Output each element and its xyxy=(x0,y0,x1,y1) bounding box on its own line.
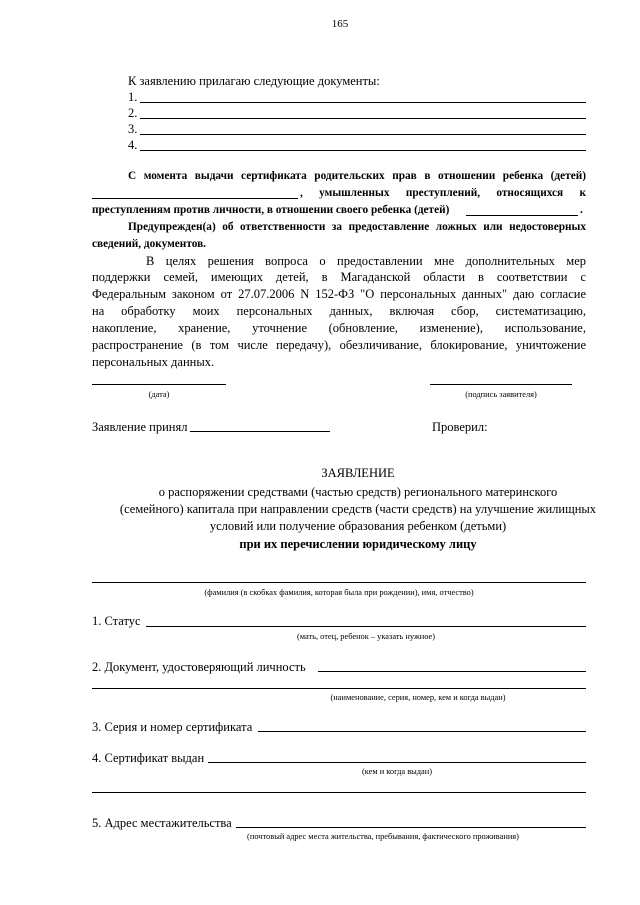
crime-statement-line-1: С момента выдачи сертификата родительских прав в отношении ребенка (детей) xyxy=(128,170,586,182)
document-caption: (наименование, серия, номер, кем и когда выдан) xyxy=(330,693,506,702)
accepted-line[interactable] xyxy=(190,431,330,432)
attachment-number-2: 2. xyxy=(128,106,138,120)
warning-line-2: сведений, документов. xyxy=(92,238,207,250)
document-line-1[interactable] xyxy=(318,671,586,672)
address-caption: (почтовый адрес места жительства, пребывания, фактического проживания) xyxy=(247,832,519,841)
status-caption: (мать, отец, ребенок – указать нужное) xyxy=(296,632,436,641)
consent-line-1: В целях решения вопроса о предоставлении мне дополнительных мер xyxy=(146,254,586,268)
fio-caption: (фамилия (в скобках фамилия, которая была при рождении), имя, отчество) xyxy=(204,588,474,597)
attachment-line-1[interactable] xyxy=(140,102,586,103)
issued-label: 4. Сертификат выдан xyxy=(92,751,205,765)
consent-line-7: персональных данных. xyxy=(92,355,215,369)
issued-line-1[interactable] xyxy=(208,762,586,763)
crime-statement-line-3: преступлениям против личности, в отношении своего ребенка (детей) xyxy=(92,204,450,216)
consent-line-5: накопление, хранение, уточнение (обновление, изменение), использование, xyxy=(92,321,586,335)
certificate-label: 3. Серия и номер сертификата xyxy=(92,720,253,734)
issued-line-2[interactable] xyxy=(92,792,586,793)
attachments-intro: К заявлению прилагаю следующие документы: xyxy=(128,74,380,88)
crime-statement-blank-1[interactable] xyxy=(92,198,298,199)
checked-label: Проверил: xyxy=(432,420,488,434)
attachment-number-1: 1. xyxy=(128,90,138,104)
consent-line-6: распространение (в том числе передачу), обезличивание, блокирование, уничтожение xyxy=(92,338,586,352)
fio-line[interactable] xyxy=(92,582,586,583)
status-label: 1. Статус xyxy=(92,614,141,628)
page-number: 165 xyxy=(331,18,349,30)
document-label: 2. Документ, удостоверяющий личность xyxy=(92,660,306,674)
warning-line-1: Предупрежден(а) об ответственности за предоставление ложных или недостоверных xyxy=(128,221,586,233)
attachment-number-4: 4. xyxy=(128,138,138,152)
issued-caption: (кем и когда выдан) xyxy=(361,767,433,776)
address-label: 5. Адрес местажительства xyxy=(92,816,232,830)
accepted-label: Заявление принял xyxy=(92,420,188,434)
consent-line-4: на обработку моих персональных данных, включая сбор, систематизацию, xyxy=(92,304,586,318)
application-title: ЗАЯВЛЕНИЕ xyxy=(321,466,395,480)
application-subtitle-1: о распоряжении средствами (частью средств) регионального материнского xyxy=(158,485,558,499)
attachment-number-3: 3. xyxy=(128,122,138,136)
document-line-2[interactable] xyxy=(92,688,586,689)
application-subtitle-3: условий или получение образования ребенком (детьми) xyxy=(209,519,507,533)
address-line[interactable] xyxy=(236,827,586,828)
application-subtitle-2: (семейного) капитала при направлении средств (части средств) на улучшение жилищных xyxy=(119,502,597,516)
crime-statement-end: . xyxy=(580,204,583,216)
attachment-line-2[interactable] xyxy=(140,118,586,119)
crime-statement-blank-2[interactable] xyxy=(466,215,578,216)
signature-caption: (подпись заявителя) xyxy=(465,390,537,399)
certificate-line[interactable] xyxy=(258,731,586,732)
consent-line-3: Федеральным законом от 27.07.2006 N 152-ФЗ "О персональных данных" даю согласие xyxy=(92,287,586,301)
attachment-line-4[interactable] xyxy=(140,150,586,151)
attachment-line-3[interactable] xyxy=(140,134,586,135)
status-line[interactable] xyxy=(146,626,586,627)
date-caption: (дата) xyxy=(148,390,170,399)
crime-statement-line-2: , умышленных преступлений, относящихся к xyxy=(300,187,586,199)
consent-line-2: поддержки семей, имеющих детей, в Магаданской области в соответствии с xyxy=(92,270,586,284)
date-line[interactable] xyxy=(92,384,226,385)
signature-line[interactable] xyxy=(430,384,572,385)
application-subtitle-bold: при их перечислении юридическому лицу xyxy=(239,537,477,551)
